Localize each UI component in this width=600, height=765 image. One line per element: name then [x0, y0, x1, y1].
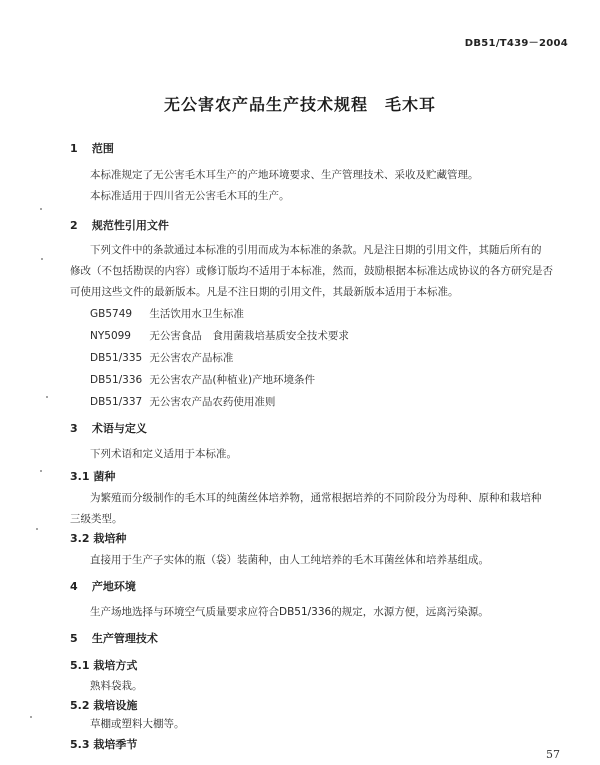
reference-item [90, 328, 349, 343]
reference-item [90, 372, 315, 387]
section-title: 栽培方式 [93, 659, 138, 672]
reference-code: NY5099 [90, 330, 131, 342]
section-number: 4 [70, 580, 78, 593]
section-title: 栽培设施 [93, 699, 138, 712]
section-4-paragraph: 生产场地选择与环境空气质量要求应符合DB51/336的规定，水源方便，远离污染源。 [90, 606, 489, 618]
section-number: 3.2 [70, 532, 90, 545]
reference-item [90, 306, 244, 321]
section-title: 产地环境 [91, 580, 136, 593]
section-title: 术语与定义 [91, 422, 147, 435]
subsection-3-1-paragraph-line-2: 三级类型。 [70, 513, 123, 525]
subsection-3-1-heading [70, 468, 115, 484]
reference-code: DB51/337 [90, 396, 143, 408]
section-title: 生产管理技术 [91, 632, 158, 645]
section-number: 3 [70, 422, 78, 435]
section-number: 5 [70, 632, 78, 645]
section-2-paragraph-line-3: 可使用这些文件的最新版本。凡是不注日期的引用文件，其最新版本适用于本标准。 [70, 286, 459, 298]
reference-title: 无公害食品 食用菌栽培基质安全技术要求 [149, 330, 349, 342]
section-title: 规范性引用文件 [91, 219, 169, 232]
section-title: 范围 [91, 142, 114, 155]
scan-speck [40, 208, 42, 210]
section-title: 栽培季节 [93, 738, 138, 751]
subsection-3-2-heading [70, 530, 126, 546]
reference-item [90, 394, 275, 409]
section-5-heading [70, 630, 158, 646]
reference-title: 无公害农产品标准 [149, 352, 234, 364]
subsection-5-2-paragraph: 草棚或塑料大棚等。 [90, 718, 185, 730]
scan-speck [30, 716, 32, 718]
standard-code: DB51/T439－2004 [464, 38, 568, 49]
section-number: 5.3 [70, 738, 90, 751]
section-title: 栽培种 [93, 532, 127, 545]
section-1-paragraph-1: 本标准规定了无公害毛木耳生产的产地环境要求、生产管理技术、采收及贮藏管理。 [90, 169, 479, 181]
subsection-5-3-heading [70, 736, 137, 752]
section-4-heading [70, 578, 136, 594]
section-number: 3.1 [70, 470, 90, 483]
section-3-heading [70, 420, 147, 436]
section-1-paragraph-2: 本标准适用于四川省无公害毛木耳的生产。 [90, 190, 290, 202]
scan-speck [46, 396, 48, 398]
section-number: 5.2 [70, 699, 90, 712]
subsection-3-1-paragraph-line-1: 为繁殖而分级制作的毛木耳的纯菌丝体培养物，通常根据培养的不同阶段分为母种、原种和栽培种 [90, 492, 542, 504]
section-3-paragraph: 下列术语和定义适用于本标准。 [90, 448, 237, 460]
subsection-3-2-paragraph: 直接用于生产子实体的瓶（袋）装菌种，由人工纯培养的毛木耳菌丝体和培养基组成。 [90, 554, 489, 566]
reference-title: 无公害农产品农药使用准则 [149, 396, 276, 408]
section-1-heading [70, 140, 114, 156]
subsection-5-2-heading [70, 697, 137, 713]
scan-speck [36, 528, 38, 530]
subsection-5-1-heading [70, 657, 137, 673]
reference-code: DB51/335 [90, 352, 143, 364]
reference-title: 生活饮用水卫生标准 [149, 308, 244, 320]
scan-speck [41, 258, 43, 260]
page-number: 57 [546, 748, 560, 761]
section-title: 菌种 [93, 470, 116, 483]
section-2-paragraph-line-1: 下列文件中的条款通过本标准的引用而成为本标准的条款。凡是注日期的引用文件，其随后所有的 [90, 244, 542, 256]
scan-speck [40, 470, 42, 472]
section-number: 1 [70, 142, 78, 155]
subsection-5-1-paragraph: 熟料袋栽。 [90, 680, 143, 692]
reference-item [90, 350, 233, 365]
section-number: 5.1 [70, 659, 90, 672]
section-number: 2 [70, 219, 78, 232]
section-2-paragraph-line-2: 修改（不包括勘误的内容）或修订版均不适用于本标准，然而，鼓励根据本标准达成协议的各方研究是否 [70, 265, 553, 277]
reference-code: DB51/336 [90, 374, 143, 386]
reference-code: GB5749 [90, 308, 133, 320]
page-title: 无公害农产品生产技术规程 毛木耳 [163, 95, 436, 114]
section-2-heading [70, 217, 169, 233]
reference-title: 无公害农产品(种植业)产地环境条件 [149, 374, 316, 386]
